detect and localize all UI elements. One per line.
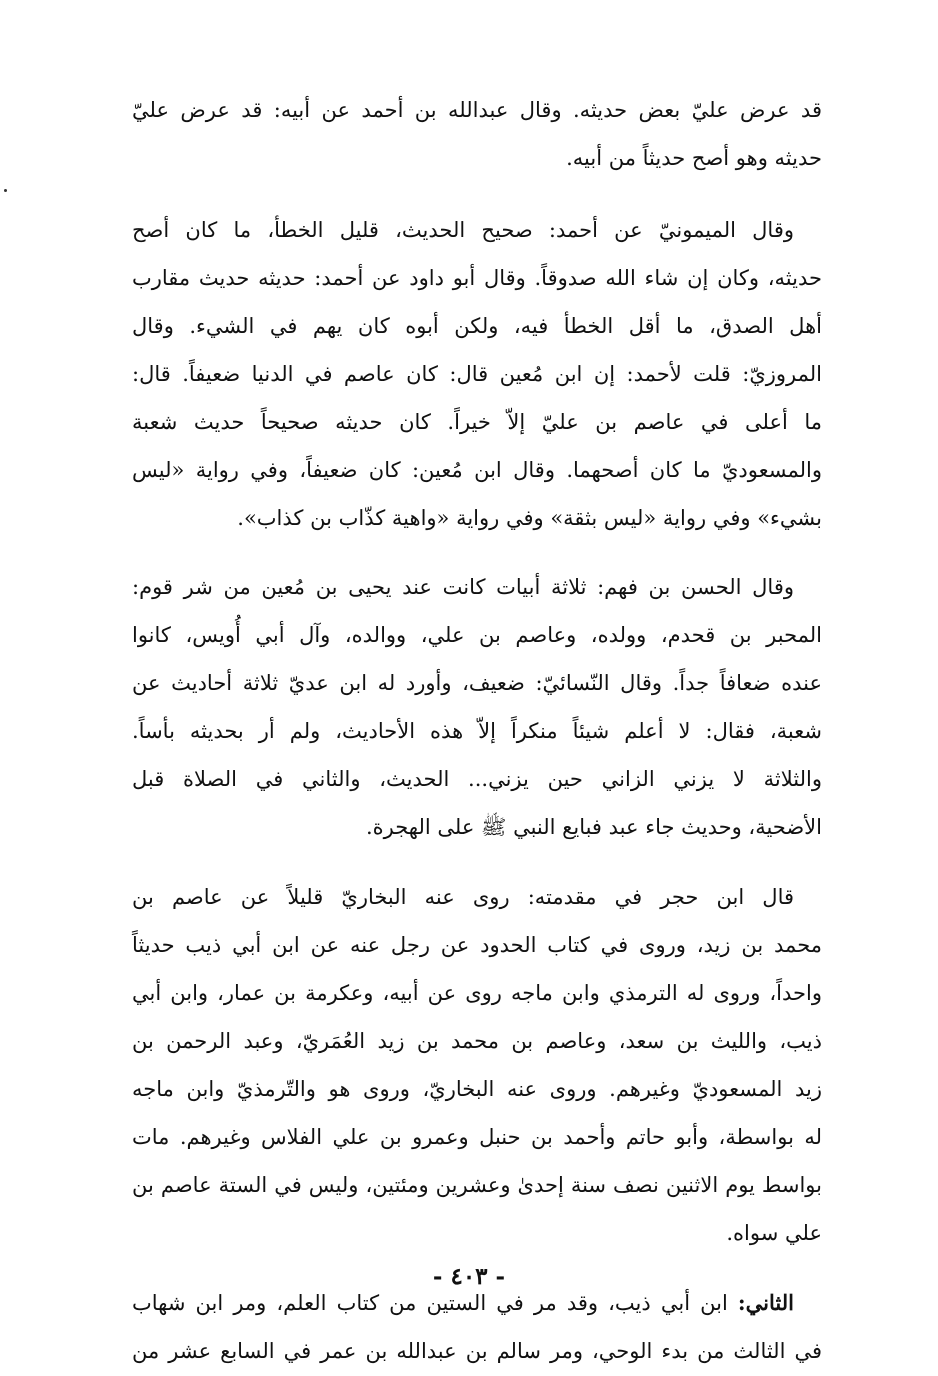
paragraph-line: له بواسطة، وأبو حاتم وأحمد بن حنبل وعمرو بن علي الفلاس وغيرهم. مات [132,1125,822,1149]
paragraph-line: بشيء» وفي رواية «ليس بثقة» وفي رواية «واهية كذّاب بن كذاب». [237,506,822,530]
paragraph-line: قال ابن حجر في مقدمته: روى عنه البخاريّ قليلاً عن عاصم بن [132,885,794,909]
paragraph-2 [132,206,822,542]
paragraph-line: شعبة، فقال: لا أعلم شيئاً منكراً إلاّ هذه الأحاديث، ولم أر بحديثه بأساً. [132,719,822,743]
paragraph-line: حديثه، وكان إن شاء الله صدوقاً. وقال أبو داود عن أحمد: حديثه حديث مقارب [132,266,822,290]
paragraph-line: قد عرض عليّ بعض حديثه. وقال عبدالله بن أحمد عن أبيه: قد عرض عليّ [132,98,822,122]
paragraph-line: وقال الميمونيّ عن أحمد: صحيح الحديث، قليل الخطأ، ما كان أصح [132,218,794,242]
paragraph-line: والمسعوديّ ما كان أصحهما. وقال ابن مُعين: كان ضعيفاً، وفي رواية «ليس [132,458,822,482]
paragraph-line: بواسط يوم الاثنين نصف سنة إحدىٰ وعشرين ومئتين، وليس في الستة عاصم بن [132,1173,822,1197]
paragraph-line: ذيب، والليث بن سعد، وعاصم بن محمد بن زيد العُمَريّ، وعبد الرحمن بن [132,1029,822,1053]
section-lead: الثاني: [737,1290,794,1315]
paragraph-line: واحداً، وروى له الترمذي وابن ماجه روى عن أبيه، وعكرمة بن عمار، وابن أبي [132,981,822,1005]
page-number: - ٤٠٣ - [432,1263,506,1290]
paragraph-line: المروزيّ: قلت لأحمد: إن ابن مُعين قال: كان عاصم في الدنيا ضعيفاً. قال: [132,362,822,386]
scan-speck [4,189,7,192]
paragraph-3 [132,563,822,851]
paragraph-line: المحبر بن قحدم، وولده، وعاصم بن علي، ووالده، وآل أبي أُويس، كانوا [132,623,822,647]
paragraph-line-text: ابن أبي ذيب، وقد مر في الستين من كتاب العلم، ومر ابن شهاب [132,1291,738,1315]
paragraph-line: زيد المسعوديّ وغيرهم. وروى عنه البخاريّ، وروى هو والتّرمذيّ وابن ماجه [132,1077,822,1101]
paragraph-line: والثلاثة لا يزني الزاني حين يزني... الحديث، والثاني في الصلاة قبل [132,767,822,791]
paragraph-line: الأضحية، وحديث جاء عبد فبايع النبي ﷺ على الهجرة. [365,815,822,839]
paragraph-line: محمد بن زيد، وروى في كتاب الحدود عن رجل عنه عن ابن أبي ذيب حديثاً [132,933,822,957]
paragraph-line: عنده ضعافاً جداً. وقال النّسائيّ: ضعيف، وأورد له ابن عديّ ثلاثة أحاديث عن [132,671,822,695]
paragraph-line: في الثالث من بدء الوحي، ومر سالم بن عبدالله بن عمر في السابع عشر من [132,1339,822,1363]
page-body [132,86,822,1375]
paragraph-4 [132,873,822,1257]
paragraph-line: ما أعلى في عاصم بن عليّ إلاّ خيراً. كان حديثه صحيحاً حديث شعبة [132,410,822,434]
paragraph-5 [132,1279,822,1375]
paragraph-line: أهل الصدق، ما أقل الخطأ فيه، ولكن أبوه كان يهم في الشيء. وقال [132,314,822,338]
paragraph-line: حديثه وهو أصح حديثاً من أبيه. [566,146,822,170]
paragraph-line: وقال الحسن بن فهم: ثلاثة أبيات كانت عند يحيى بن مُعين من شر قوم: [132,575,794,599]
paragraph-line: علي سواه. [726,1221,822,1245]
paragraph-1 [132,86,822,182]
